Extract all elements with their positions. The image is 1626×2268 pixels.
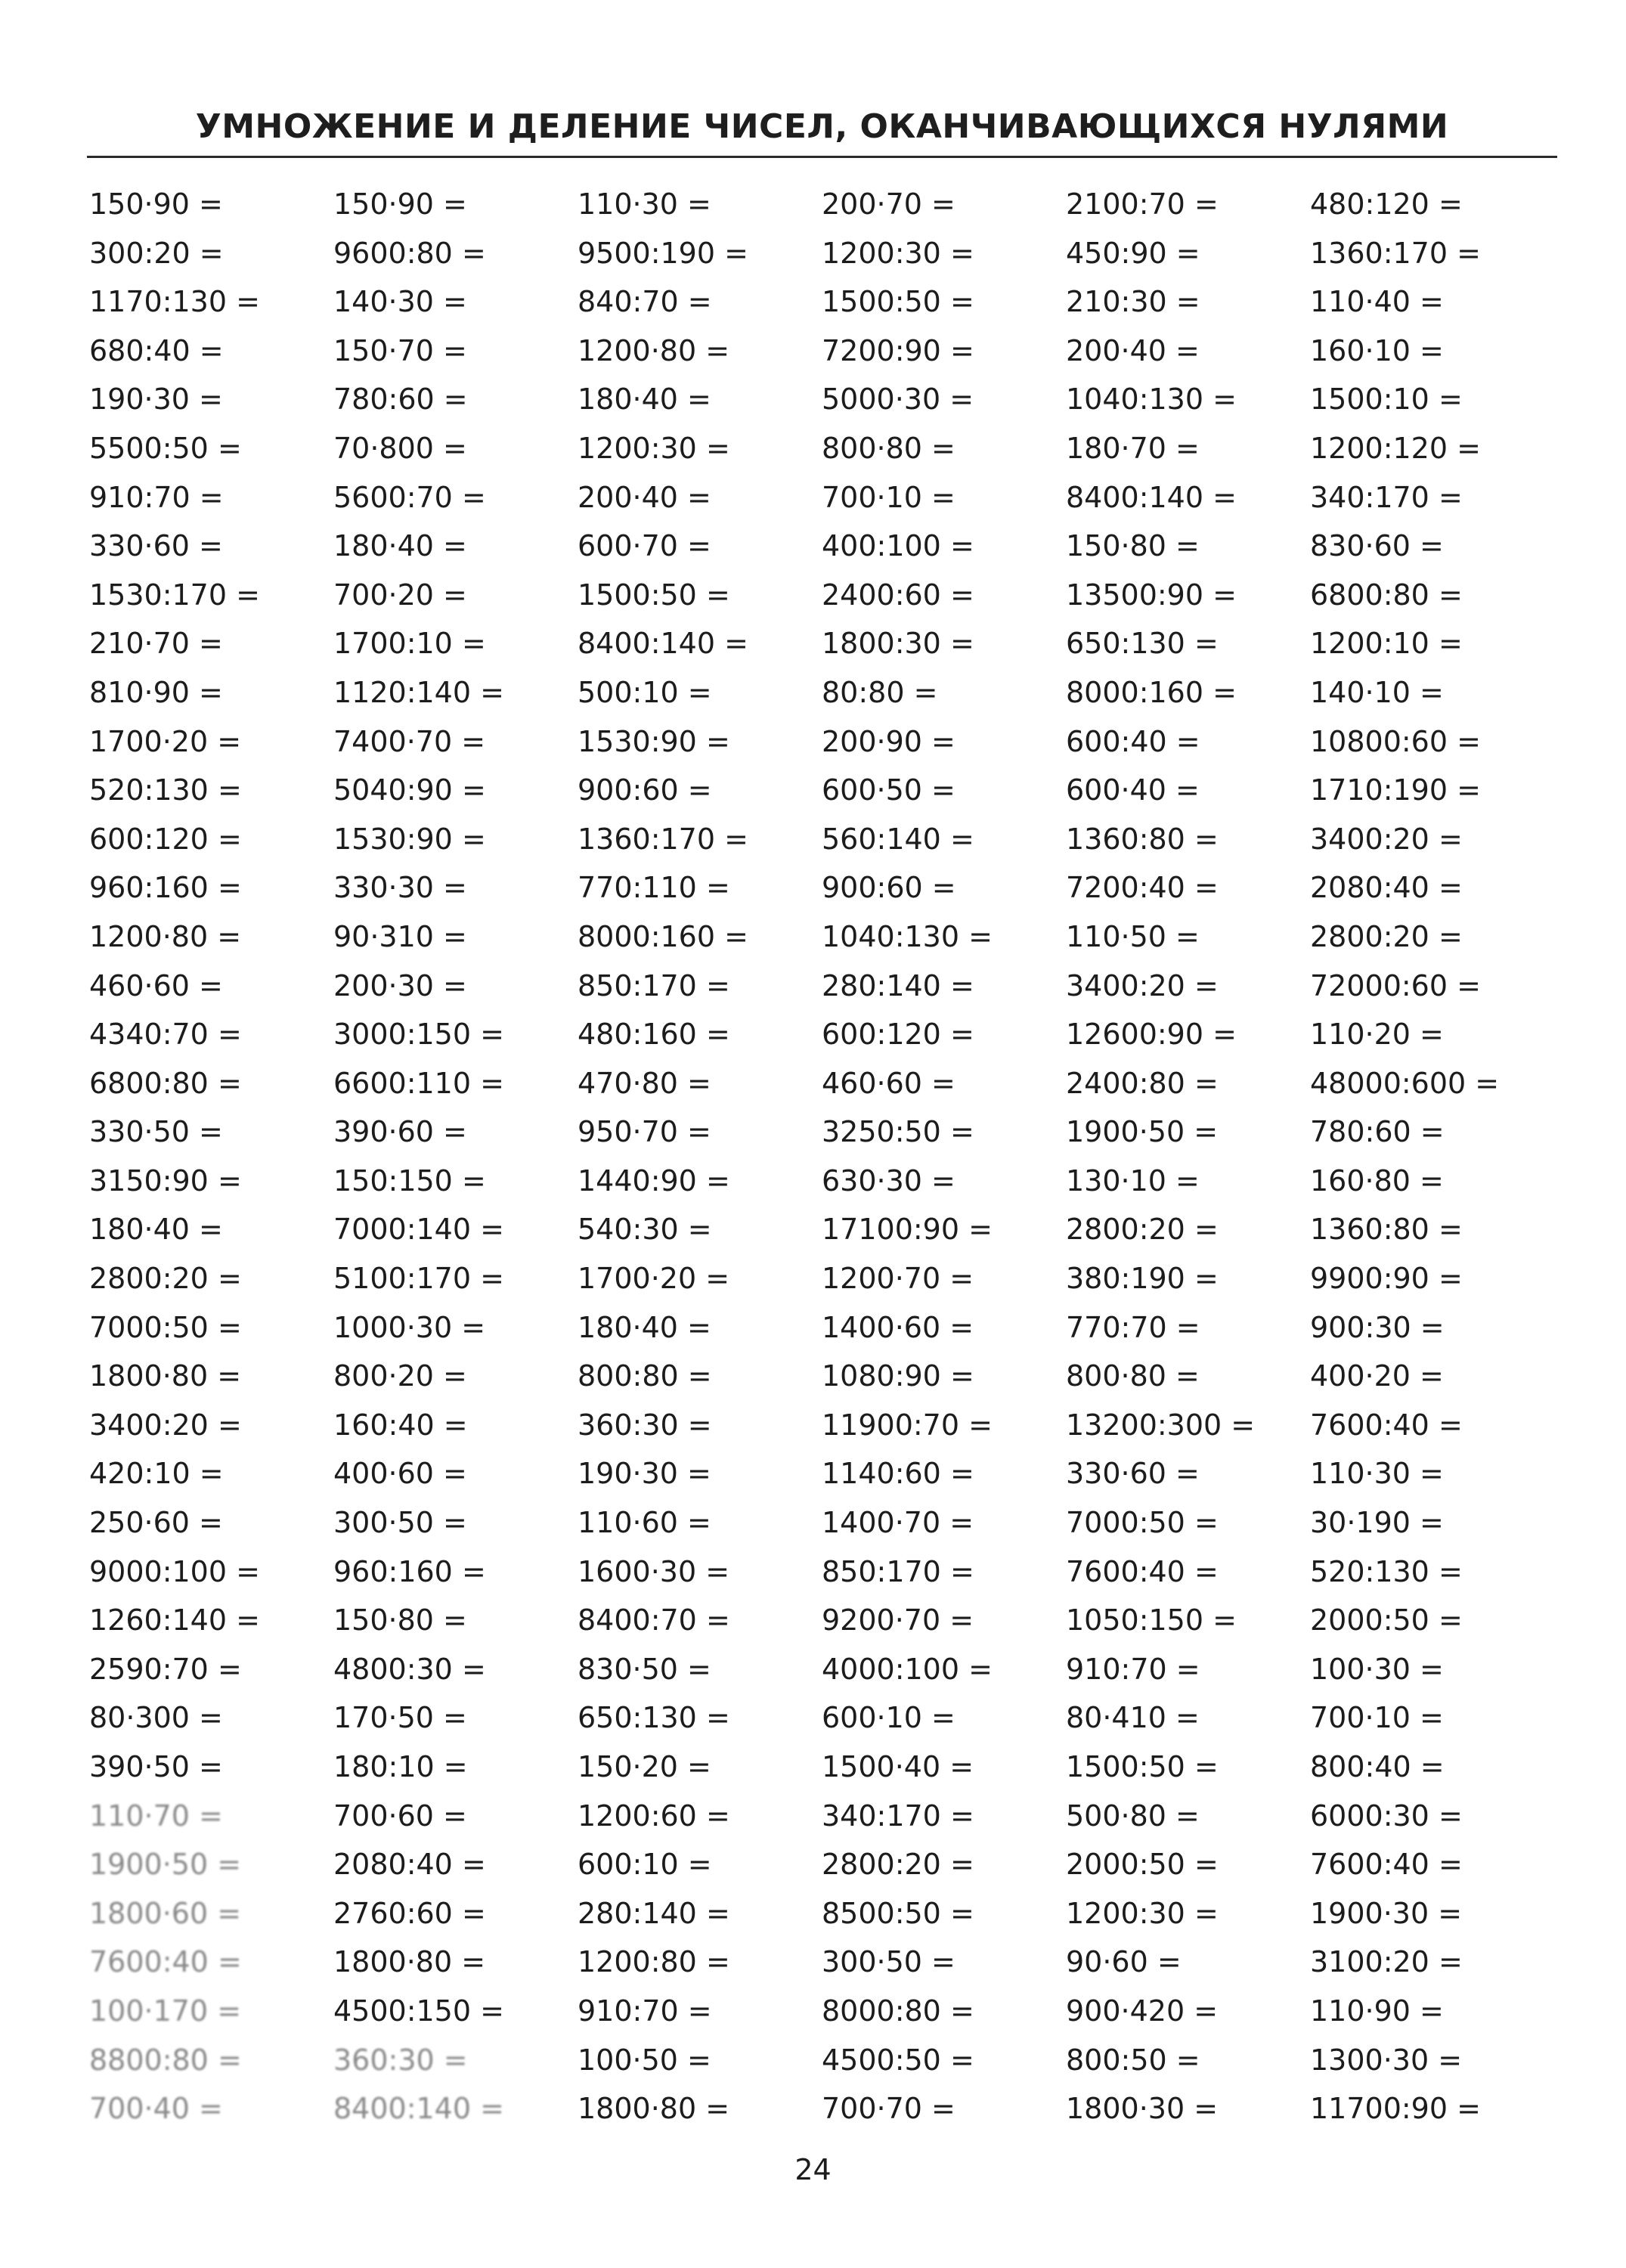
exercise-item: 700·60 = bbox=[333, 1799, 467, 1833]
exercise-item: 500·80 = bbox=[1066, 1799, 1200, 1833]
exercise-item: 4500:50 = bbox=[822, 2043, 974, 2077]
exercise-item: 280:140 = bbox=[822, 968, 974, 1002]
exercise-item: 280:140 = bbox=[578, 1896, 730, 1930]
exercise-item: 400·20 = bbox=[1310, 1359, 1444, 1393]
exercise-item: 1530:170 = bbox=[89, 578, 260, 612]
exercise-item: 850:170 = bbox=[822, 1554, 974, 1588]
exercise-item: 300·50 = bbox=[822, 1945, 955, 1979]
exercise-item: 450:90 = bbox=[1066, 236, 1200, 270]
exercise-item: 1800·30 = bbox=[1066, 2092, 1219, 2126]
exercise-item: 8400:140 = bbox=[578, 627, 748, 661]
exercise-item: 1200:120 = bbox=[1310, 431, 1481, 465]
exercise-item: 140·30 = bbox=[333, 285, 467, 319]
exercise-item: 48000:600 = bbox=[1310, 1066, 1500, 1100]
exercise-item: 330·60 = bbox=[1066, 1457, 1200, 1491]
exercise-item: 540:30 = bbox=[578, 1213, 712, 1247]
exercise-item: 160·10 = bbox=[1310, 333, 1444, 367]
exercise-item: 200·40 = bbox=[578, 480, 711, 514]
exercise-item: 770:70 = bbox=[1066, 1310, 1200, 1344]
exercise-item: 1080:90 = bbox=[822, 1359, 974, 1393]
exercise-item: 7600:40 = bbox=[1310, 1408, 1463, 1442]
exercise-item: 3150:90 = bbox=[89, 1163, 242, 1198]
exercise-item: 1500:50 = bbox=[578, 578, 730, 612]
exercise-item: 5500:50 = bbox=[89, 431, 242, 465]
exercise-item: 850:170 = bbox=[578, 968, 730, 1002]
exercise-item: 6800:80 = bbox=[1310, 578, 1463, 612]
exercise-item: 140·10 = bbox=[1310, 675, 1444, 709]
exercise-item: 600:120 = bbox=[89, 822, 242, 856]
exercise-item: 2800:20 = bbox=[1066, 1213, 1219, 1247]
exercise-item: 2590:70 = bbox=[89, 1652, 242, 1686]
exercise-item: 910:70 = bbox=[578, 1994, 712, 2028]
exercise-item: 400:100 = bbox=[822, 529, 974, 563]
exercise-item: 9600:80 = bbox=[333, 236, 486, 270]
exercise-item: 7600:40 = bbox=[1310, 1848, 1463, 1882]
exercise-item: 780:60 = bbox=[333, 383, 468, 417]
exercise-item: 800·80 = bbox=[822, 431, 955, 465]
exercise-item: 840:70 = bbox=[578, 285, 712, 319]
exercise-item: 800·80 = bbox=[1066, 1359, 1200, 1393]
exercise-item: 4340:70 = bbox=[89, 1018, 242, 1052]
exercise-item: 460·60 = bbox=[89, 968, 223, 1002]
exercise-item: 330·50 = bbox=[89, 1115, 223, 1149]
exercise-item: 1900·30 = bbox=[1310, 1896, 1463, 1930]
exercise-item: 1500:50 = bbox=[822, 285, 974, 319]
exercise-item: 1710:190 = bbox=[1310, 773, 1481, 807]
exercise-item: 330·60 = bbox=[89, 529, 223, 563]
exercise-item: 7200:90 = bbox=[822, 333, 974, 367]
exercise-item: 8000:80 = bbox=[822, 1994, 974, 2028]
exercise-item: 200·40 = bbox=[1066, 333, 1200, 367]
exercise-item: 1700·20 = bbox=[89, 724, 242, 758]
exercise-item: 7600:40 = bbox=[89, 1945, 242, 1979]
exercise-column bbox=[1066, 180, 1310, 2133]
exercise-item: 780:60 = bbox=[1310, 1115, 1445, 1149]
exercise-item: 1300·30 = bbox=[1310, 2043, 1463, 2077]
exercise-item: 170·50 = bbox=[333, 1701, 467, 1735]
exercise-item: 130·10 = bbox=[1066, 1163, 1200, 1198]
exercise-item: 180·40 = bbox=[578, 1310, 711, 1344]
exercise-item: 5000·30 = bbox=[822, 383, 974, 417]
exercise-item: 700·20 = bbox=[333, 578, 467, 612]
exercise-item: 6600:110 = bbox=[333, 1066, 504, 1100]
exercise-item: 90·310 = bbox=[333, 919, 467, 953]
exercise-item: 340:170 = bbox=[1310, 480, 1463, 514]
exercise-item: 8800:80 = bbox=[89, 2043, 242, 2077]
exercise-item: 5100:170 = bbox=[333, 1262, 504, 1296]
exercise-item: 8500:50 = bbox=[822, 1896, 974, 1930]
exercise-item: 9000:100 = bbox=[89, 1554, 260, 1588]
exercise-item: 600:120 = bbox=[822, 1018, 974, 1052]
exercise-item: 1800·80 = bbox=[578, 2092, 730, 2126]
exercise-item: 8000:160 = bbox=[578, 919, 748, 953]
exercise-item: 80·300 = bbox=[89, 1701, 223, 1735]
exercise-item: 1800·80 = bbox=[333, 1945, 486, 1979]
exercise-item: 4000:100 = bbox=[822, 1652, 993, 1686]
exercise-item: 1900·50 = bbox=[1066, 1115, 1219, 1149]
exercise-item: 830·60 = bbox=[1310, 529, 1444, 563]
exercise-item: 190·30 = bbox=[89, 383, 223, 417]
exercise-item: 600·10 = bbox=[822, 1701, 955, 1735]
exercise-item: 380:190 = bbox=[1066, 1262, 1219, 1296]
exercise-item: 80:80 = bbox=[822, 675, 938, 709]
exercise-item: 150:150 = bbox=[333, 1163, 486, 1198]
exercise-item: 200·70 = bbox=[822, 187, 955, 221]
exercise-item: 360:30 = bbox=[333, 2043, 468, 2077]
exercise-item: 3400:20 = bbox=[1310, 822, 1463, 856]
exercise-item: 110·50 = bbox=[1066, 919, 1200, 953]
exercise-item: 950·70 = bbox=[578, 1115, 711, 1149]
page-number: 24 bbox=[794, 2153, 832, 2186]
exercise-item: 180·70 = bbox=[1066, 431, 1200, 465]
exercise-item: 150·80 = bbox=[1066, 529, 1200, 563]
exercise-item: 2100:70 = bbox=[1066, 187, 1219, 221]
exercise-item: 3250:50 = bbox=[822, 1115, 974, 1149]
exercise-item: 200·30 = bbox=[333, 968, 467, 1002]
exercise-item: 810·90 = bbox=[89, 675, 223, 709]
exercise-item: 630·30 = bbox=[822, 1163, 955, 1198]
exercise-item: 13200:300 = bbox=[1066, 1408, 1256, 1442]
exercise-item: 110·40 = bbox=[1310, 285, 1444, 319]
exercise-item: 1900·50 = bbox=[89, 1848, 242, 1882]
exercise-item: 1200:80 = bbox=[578, 1945, 730, 1979]
exercise-item: 110·30 = bbox=[578, 187, 711, 221]
exercise-item: 150·70 = bbox=[333, 333, 467, 367]
exercise-item: 180·40 = bbox=[333, 529, 467, 563]
exercise-item: 1040:130 = bbox=[822, 919, 993, 953]
exercise-item: 2080:40 = bbox=[333, 1848, 486, 1882]
exercise-item: 2400:60 = bbox=[822, 578, 974, 612]
exercise-item: 650:130 = bbox=[578, 1701, 730, 1735]
exercise-item: 1260:140 = bbox=[89, 1603, 260, 1637]
exercise-item: 8000:160 = bbox=[1066, 675, 1237, 709]
exercise-item: 70·800 = bbox=[333, 431, 467, 465]
exercise-item: 800·20 = bbox=[333, 1359, 467, 1393]
exercise-item: 4500:150 = bbox=[333, 1994, 504, 2028]
exercise-item: 1500:50 = bbox=[1066, 1750, 1219, 1783]
exercise-item: 420:10 = bbox=[89, 1457, 224, 1491]
exercise-item: 210·70 = bbox=[89, 627, 223, 661]
exercise-item: 480:160 = bbox=[578, 1018, 730, 1052]
exercise-item: 1400·60 = bbox=[822, 1310, 974, 1344]
exercise-item: 2080:40 = bbox=[1310, 871, 1463, 905]
exercise-item: 360:30 = bbox=[578, 1408, 712, 1442]
exercise-item: 340:170 = bbox=[822, 1799, 974, 1833]
exercise-item: 8400:140 = bbox=[333, 2092, 504, 2126]
exercise-item: 910:70 = bbox=[1066, 1652, 1200, 1686]
exercise-item: 800:80 = bbox=[578, 1359, 712, 1393]
exercise-item: 300:20 = bbox=[89, 236, 224, 270]
exercise-item: 100·170 = bbox=[89, 1994, 242, 2028]
exercise-item: 5600:70 = bbox=[333, 480, 486, 514]
exercise-grid bbox=[89, 180, 1554, 2133]
exercise-item: 2400:80 = bbox=[1066, 1066, 1219, 1100]
exercise-item: 770:110 = bbox=[578, 871, 730, 905]
exercise-item: 1360:170 = bbox=[1310, 236, 1481, 270]
exercise-item: 2800:20 = bbox=[89, 1262, 242, 1296]
exercise-item: 600:40 = bbox=[1066, 724, 1200, 758]
exercise-item: 500:10 = bbox=[578, 675, 712, 709]
exercise-item: 1360:80 = bbox=[1066, 822, 1219, 856]
exercise-item: 1530:90 = bbox=[333, 822, 486, 856]
exercise-column bbox=[333, 180, 578, 2133]
exercise-item: 1000·30 = bbox=[333, 1310, 486, 1344]
exercise-item: 700·10 = bbox=[1310, 1701, 1444, 1735]
exercise-item: 2760:60 = bbox=[333, 1896, 486, 1930]
exercise-item: 2800:20 = bbox=[1310, 919, 1463, 953]
exercise-item: 1050:150 = bbox=[1066, 1603, 1237, 1637]
exercise-item: 800:50 = bbox=[1066, 2043, 1200, 2077]
exercise-item: 6800:80 = bbox=[89, 1066, 242, 1100]
exercise-item: 200·90 = bbox=[822, 724, 955, 758]
exercise-item: 7600:40 = bbox=[1066, 1554, 1219, 1588]
exercise-item: 1200·80 = bbox=[578, 333, 730, 367]
exercise-item: 110·30 = bbox=[1310, 1457, 1444, 1491]
exercise-item: 520:130 = bbox=[1310, 1554, 1463, 1588]
exercise-item: 7200:40 = bbox=[1066, 871, 1219, 905]
exercise-item: 960:160 = bbox=[89, 871, 242, 905]
exercise-item: 7400·70 = bbox=[333, 724, 486, 758]
exercise-item: 1700·20 = bbox=[578, 1262, 730, 1296]
exercise-item: 3400:20 = bbox=[89, 1408, 242, 1442]
exercise-item: 110·60 = bbox=[578, 1506, 711, 1540]
exercise-item: 800:40 = bbox=[1310, 1750, 1445, 1783]
exercise-item: 9200·70 = bbox=[822, 1603, 974, 1637]
exercise-item: 9500:190 = bbox=[578, 236, 748, 270]
exercise-item: 300·50 = bbox=[333, 1506, 467, 1540]
exercise-item: 700·10 = bbox=[822, 480, 955, 514]
exercise-item: 7000:50 = bbox=[89, 1310, 242, 1344]
exercise-item: 1400·70 = bbox=[822, 1506, 974, 1540]
exercise-item: 6000:30 = bbox=[1310, 1799, 1463, 1833]
exercise-item: 1800·60 = bbox=[89, 1896, 242, 1930]
exercise-item: 400·60 = bbox=[333, 1457, 467, 1491]
page-title: УМНОЖЕНИЕ И ДЕЛЕНИЕ ЧИСЕЛ, ОКАНЧИВАЮЩИХСЯ НУЛЯМИ bbox=[195, 107, 1449, 146]
exercise-item: 210:30 = bbox=[1066, 285, 1200, 319]
exercise-item: 1440:90 = bbox=[578, 1163, 730, 1198]
exercise-item: 72000:60 = bbox=[1310, 968, 1481, 1002]
exercise-item: 150·20 = bbox=[578, 1750, 711, 1783]
exercise-item: 1040:130 = bbox=[1066, 383, 1237, 417]
exercise-item: 110·90 = bbox=[1310, 1994, 1444, 2028]
exercise-item: 80·410 = bbox=[1066, 1701, 1200, 1735]
exercise-item: 8400:140 = bbox=[1066, 480, 1237, 514]
exercise-item: 11900:70 = bbox=[822, 1408, 993, 1442]
exercise-item: 1120:140 = bbox=[333, 675, 504, 709]
exercise-item: 560:140 = bbox=[822, 822, 974, 856]
exercise-column bbox=[89, 180, 333, 2133]
exercise-item: 1800·80 = bbox=[89, 1359, 242, 1393]
exercise-item: 600·40 = bbox=[1066, 773, 1200, 807]
exercise-item: 10800:60 = bbox=[1310, 724, 1481, 758]
exercise-item: 11700:90 = bbox=[1310, 2092, 1481, 2126]
exercise-item: 150·80 = bbox=[333, 1603, 467, 1637]
exercise-item: 910:70 = bbox=[89, 480, 224, 514]
exercise-item: 8400:70 = bbox=[578, 1603, 730, 1637]
exercise-item: 650:130 = bbox=[1066, 627, 1219, 661]
exercise-item: 1360:170 = bbox=[578, 822, 748, 856]
exercise-item: 250·60 = bbox=[89, 1506, 223, 1540]
exercise-item: 180·40 = bbox=[578, 383, 711, 417]
exercise-item: 900·420 = bbox=[1066, 1994, 1219, 2028]
exercise-item: 700·70 = bbox=[822, 2092, 955, 2126]
exercise-item: 5040:90 = bbox=[333, 773, 486, 807]
exercise-column bbox=[578, 180, 822, 2133]
exercise-item: 7000:50 = bbox=[1066, 1506, 1219, 1540]
exercise-item: 3100:20 = bbox=[1310, 1945, 1463, 1979]
exercise-item: 3000:150 = bbox=[333, 1018, 504, 1052]
exercise-item: 110·70 = bbox=[89, 1799, 223, 1833]
exercise-item: 390·50 = bbox=[89, 1750, 223, 1783]
exercise-item: 7000:140 = bbox=[333, 1213, 504, 1247]
title-underline bbox=[87, 156, 1557, 158]
exercise-item: 830·50 = bbox=[578, 1652, 711, 1686]
exercise-item: 960:160 = bbox=[333, 1554, 486, 1588]
exercise-column bbox=[1310, 180, 1554, 2133]
exercise-item: 470·80 = bbox=[578, 1066, 711, 1100]
exercise-item: 680:40 = bbox=[89, 333, 224, 367]
exercise-item: 190·30 = bbox=[578, 1457, 711, 1491]
exercise-item: 180:10 = bbox=[333, 1750, 468, 1783]
exercise-item: 900:60 = bbox=[578, 773, 712, 807]
exercise-item: 1200:30 = bbox=[1066, 1896, 1219, 1930]
exercise-item: 1200·70 = bbox=[822, 1262, 974, 1296]
exercise-item: 3400:20 = bbox=[1066, 968, 1219, 1002]
exercise-item: 110·20 = bbox=[1310, 1018, 1444, 1052]
exercise-item: 90·60 = bbox=[1066, 1945, 1182, 1979]
exercise-item: 13500:90 = bbox=[1066, 578, 1237, 612]
exercise-item: 1530:90 = bbox=[578, 724, 730, 758]
exercise-item: 1500·40 = bbox=[822, 1750, 974, 1783]
exercise-item: 1800:30 = bbox=[822, 627, 974, 661]
exercise-item: 160·80 = bbox=[1310, 1163, 1444, 1198]
exercise-item: 150·90 = bbox=[89, 187, 223, 221]
exercise-item: 2800:20 = bbox=[822, 1848, 974, 1882]
exercise-item: 180·40 = bbox=[89, 1213, 223, 1247]
exercise-item: 4800:30 = bbox=[333, 1652, 486, 1686]
exercise-item: 700·40 = bbox=[89, 2092, 223, 2126]
exercise-item: 600·50 = bbox=[822, 773, 955, 807]
exercise-item: 17100:90 = bbox=[822, 1213, 993, 1247]
exercise-item: 1200:10 = bbox=[1310, 627, 1463, 661]
exercise-item: 1200:30 = bbox=[578, 431, 730, 465]
exercise-item: 12600:90 = bbox=[1066, 1018, 1237, 1052]
exercise-item: 160:40 = bbox=[333, 1408, 468, 1442]
exercise-item: 600·70 = bbox=[578, 529, 711, 563]
exercise-item: 1200·80 = bbox=[89, 919, 242, 953]
exercise-item: 1360:80 = bbox=[1310, 1213, 1463, 1247]
exercise-item: 900:60 = bbox=[822, 871, 956, 905]
exercise-item: 100·50 = bbox=[578, 2043, 711, 2077]
exercise-item: 600:10 = bbox=[578, 1848, 712, 1882]
exercise-item: 1200:30 = bbox=[822, 236, 974, 270]
exercise-item: 1170:130 = bbox=[89, 285, 260, 319]
exercise-item: 1700:10 = bbox=[333, 627, 486, 661]
exercise-item: 330·30 = bbox=[333, 871, 467, 905]
exercise-item: 30·190 = bbox=[1310, 1506, 1444, 1540]
exercise-item: 150·90 = bbox=[333, 187, 467, 221]
exercise-item: 390·60 = bbox=[333, 1115, 467, 1149]
exercise-item: 9900:90 = bbox=[1310, 1262, 1463, 1296]
exercise-item: 2000:50 = bbox=[1066, 1848, 1219, 1882]
exercise-item: 1200:60 = bbox=[578, 1799, 730, 1833]
exercise-item: 1500:10 = bbox=[1310, 383, 1463, 417]
exercise-column bbox=[822, 180, 1066, 2133]
exercise-item: 2000:50 = bbox=[1310, 1603, 1463, 1637]
exercise-item: 100·30 = bbox=[1310, 1652, 1444, 1686]
exercise-item: 480:120 = bbox=[1310, 187, 1463, 221]
exercise-item: 900:30 = bbox=[1310, 1310, 1445, 1344]
exercise-item: 460·60 = bbox=[822, 1066, 955, 1100]
exercise-item: 520:130 = bbox=[89, 773, 242, 807]
exercise-item: 1600·30 = bbox=[578, 1554, 730, 1588]
exercise-item: 1140:60 = bbox=[822, 1457, 974, 1491]
